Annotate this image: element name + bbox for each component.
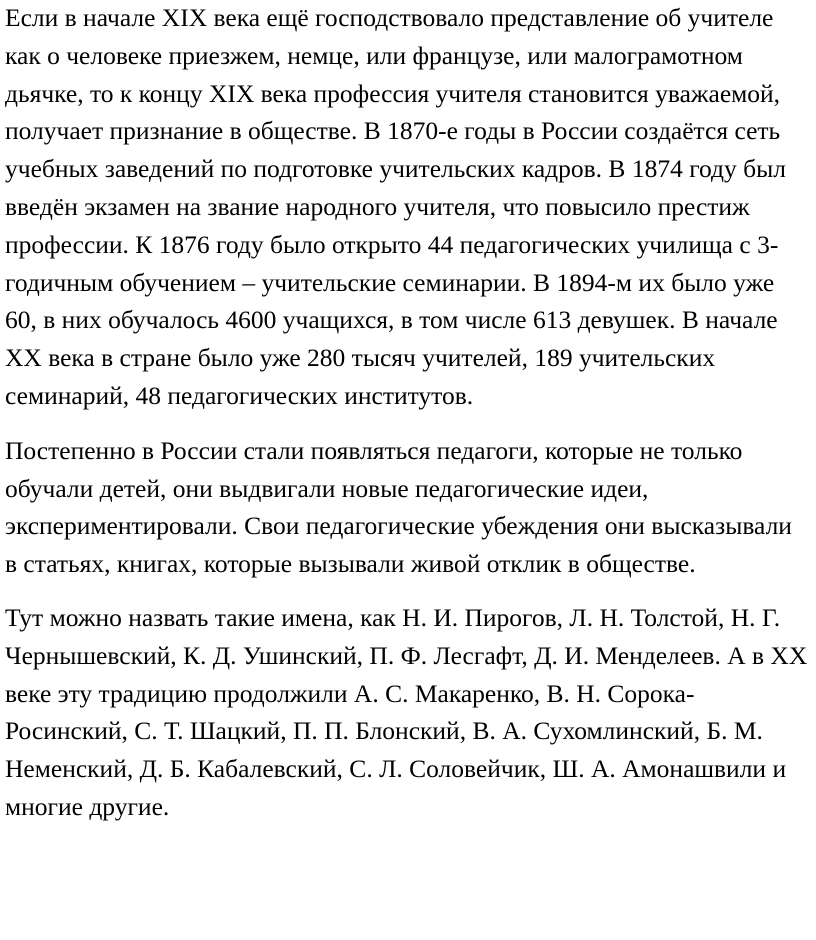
paragraph-pedagogues-emergence: Постепенно в России стали появляться педагоги, которые не только обучали детей, они выдвигали новые педагогические идеи, экспериментировали. Свои педагогические убеждения они высказывали в статьях, книгах, которые вызывали живой отклик в обществе.: [5, 435, 792, 579]
paragraph-famous-pedagogues: Тут можно назвать такие имена, как Н. И. Пирогов, Л. Н. Толстой, Н. Г. Чернышевский, К. Д. Ушинский, П. Ф. Лесгафт, Д. И. Менделеев. А в XX веке эту традицию продолжили А. С. Макаренко, В. Н. Сорока-Росинский, С. Т. Шацкий, П. П. Блонский, В. А. Сухомлинский, Б. М. Неменский, Д. Б. Кабалевский, С. Л. Соловейчик, Ш. А. Амонашвили и многие другие.: [5, 602, 808, 821]
paragraph-teacher-profession-history: Если в начале XIX века ещё господствовало представление об учителе как о человеке приезжем, немце, или французе, или малограмотном дьячке, то к концу XIX века профессия учителя становится уважаемой, получает признание в обществе. В 1870-е годы в России создаётся сеть учебных заведений по подготовке учительских кадров. В 1874 году был введён экзамен на звание народного учителя, что повысило престиж профессии. К 1876 году было открыто 44 педагогических училища с 3-годичным обучением – учительские семинарии. В 1894-м их было уже 60, в них обучалось 4600 учащихся, в том числе 613 девушек. В начале XX века в стране было уже 280 тысяч учителей, 189 учительских семинарий, 48 педагогических институтов.: [5, 3, 786, 410]
